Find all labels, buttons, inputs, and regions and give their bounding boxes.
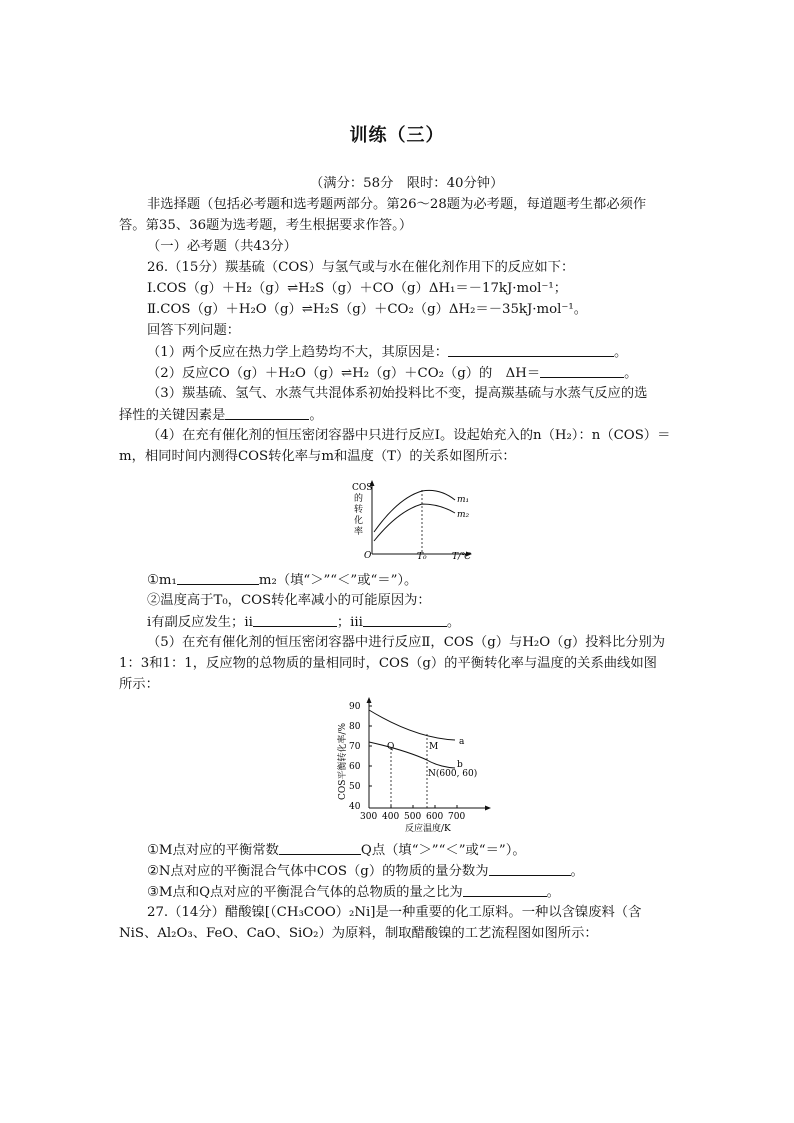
q26-part-3-line-1: （3）羰基硫、氢气、水蒸气共混体系初始投料比不变，提高羰基硫与水蒸气反应的选 [147, 386, 648, 401]
exam-info: （满分：58分 限时：40分钟） [310, 176, 504, 191]
fig1-y-label-2: 的 [354, 494, 364, 504]
fig2-y-tick: 50 [349, 782, 361, 792]
equilibrium-conversion-figure [335, 696, 495, 836]
q26-header: 26.（15分）羰基硫（COS）与氢气或与水在催化剂作用下的反应如下： [147, 260, 575, 275]
fig2-x-tick: 700 [448, 812, 466, 822]
q26-part-1-end: 。 [614, 345, 628, 360]
q26-part-2-text: （2）反应CO（g）＋H₂O（g）⇌H₂（g）＋CO₂（g）的 ΔH＝ [147, 366, 541, 381]
intro-line-1: 非选择题（包括必考题和选考题两部分。第26～28题为必考题，每道题考生都必须作 [147, 197, 647, 212]
q26-ask: 回答下列问题： [147, 323, 241, 338]
q26-part-4-line-1: （4）在充有催化剂的恒压密闭容器中只进行反应Ⅰ。设起始充入的n（H₂）：n（COS）＝ [147, 428, 671, 443]
page-title: 训练（三） [349, 125, 445, 146]
q27-line-1: 27.（14分）醋酸镍[（CH₃COO）₂Ni]是一种重要的化工原料。一种以含镍废料（含 [147, 905, 642, 920]
fig2-x-tick: 600 [426, 812, 444, 822]
q26-part-5-line-1: （5）在充有催化剂的恒压密闭容器中进行反应Ⅱ，COS（g）与H₂O（g）投料比分别为 [147, 635, 666, 650]
section-heading: （一）必考题（共43分） [147, 239, 297, 254]
fig2-x-tick: 400 [382, 812, 400, 822]
fig2-y-tick: 70 [349, 742, 361, 752]
fig1-origin: O [364, 551, 372, 560]
q26-part-5-sub-3-end: 。 [546, 885, 560, 900]
q27-line-2: NiS、Al₂O₃、FeO、CaO、SiO₂）为原料，制取醋酸镍的工艺流程图如图所示： [119, 926, 598, 941]
q26-part-5-line-2: 1：3和1：1，反应物的总物质的量相同时，COS（g）的平衡转化率与温度的关系曲线如图 [119, 656, 657, 671]
fig2-curve-b-label: b [457, 760, 463, 770]
answer-blank[interactable] [225, 407, 309, 420]
fig2-point-q: Q [387, 742, 395, 752]
q26-part-1 [147, 344, 627, 361]
intro-line-2: 答。第35、36题为选考题，考生根据要求作答。） [119, 218, 413, 233]
answer-blank[interactable] [463, 884, 547, 897]
fig1-t0-label: T₀ [417, 552, 427, 560]
q26-sub-1-text: ①m₁ [147, 573, 177, 588]
q26-part-3-line-2 [119, 407, 323, 424]
answer-blank[interactable] [253, 614, 337, 627]
q26-part-5-sub-2-text: ②N点对应的平衡混合气体中COS（g）的物质的量分数为 [147, 864, 489, 879]
answer-blank[interactable] [448, 344, 614, 357]
fig2-y-label: COS平衡转化率/% [338, 722, 348, 800]
cos-conversion-figure [348, 478, 478, 560]
fig1-m1-label: m₁ [457, 495, 470, 505]
q26-part-5-sub-1-end: Q点（填“＞”“＜”或“＝”）。 [360, 843, 526, 858]
fig1-m2-label: m₂ [457, 510, 470, 520]
fig2-x-label: 反应温度/K [405, 824, 451, 834]
q26-part-5-sub-2 [147, 863, 584, 880]
fig2-point-n: N(600, 60) [428, 769, 478, 779]
q26-part-1-text: （1）两个反应在热力学上趋势均不大，其原因是： [147, 345, 448, 360]
fig1-y-label-5: 率 [354, 527, 364, 537]
fig2-x-tick: 500 [404, 812, 422, 822]
fig1-x-label: T/℃ [452, 552, 472, 560]
q26-part-5-line-3: 所示： [119, 677, 159, 692]
fig1-y-label-3: 转 [354, 505, 364, 515]
fig2-y-tick: 40 [349, 802, 361, 812]
q26-part-3-end: 。 [309, 408, 323, 423]
q26-sub-3 [147, 614, 460, 631]
q26-part-5-sub-1-text: ①M点对应的平衡常数 [147, 843, 279, 858]
q26-reaction-2: Ⅱ.COS（g）＋H₂O（g）⇌H₂S（g）＋CO₂（g）ΔH₂＝－35kJ·mol⁻¹。 [147, 302, 588, 317]
answer-blank[interactable] [279, 842, 361, 855]
q26-part-2-end: 。 [624, 366, 638, 381]
q26-sub-3-end: 。 [446, 615, 461, 630]
fig2-y-tick: 60 [349, 762, 361, 772]
fig2-y-tick: 80 [349, 722, 361, 732]
q26-sub-2: ②温度高于T₀，COS转化率减小的可能原因为： [147, 593, 431, 608]
q26-part-5-sub-2-end: 。 [570, 864, 584, 879]
answer-blank[interactable] [363, 614, 447, 627]
q26-part-3-text: 择性的关键因素是 [119, 408, 226, 423]
fig2-x-tick: 300 [360, 812, 378, 822]
q26-reaction-1: Ⅰ.COS（g）＋H₂（g）⇌H₂S（g）＋CO（g）ΔH₁＝－17kJ·mol⁻¹； [147, 281, 568, 296]
q26-part-5-sub-1 [147, 842, 526, 859]
fig1-y-label-4: 化 [354, 516, 364, 526]
answer-blank[interactable] [540, 365, 624, 378]
q26-part-4-line-2: m，相同时间内测得COS转化率与m和温度（T）的关系如图所示： [119, 449, 516, 464]
q26-sub-3-text: ⅰ有副反应发生；ⅱ [147, 615, 253, 630]
fig1-y-label-1: COS [352, 483, 373, 493]
fig2-point-m: M [429, 742, 439, 752]
q26-sub-1 [147, 572, 417, 589]
answer-blank[interactable] [489, 863, 571, 876]
q26-sub-3-mid: ；ⅲ [336, 615, 363, 630]
fig2-curve-a-label: a [459, 737, 465, 747]
q26-part-5-sub-3 [147, 884, 560, 901]
answer-blank[interactable] [177, 572, 259, 585]
q26-sub-1-end: m₂（填“＞”“＜”或“＝”）。 [258, 573, 418, 588]
fig2-y-tick: 90 [349, 702, 361, 712]
q26-part-5-sub-3-text: ③M点和Q点对应的平衡混合气体的总物质的量之比为 [147, 885, 463, 900]
q26-part-2 [147, 365, 637, 382]
